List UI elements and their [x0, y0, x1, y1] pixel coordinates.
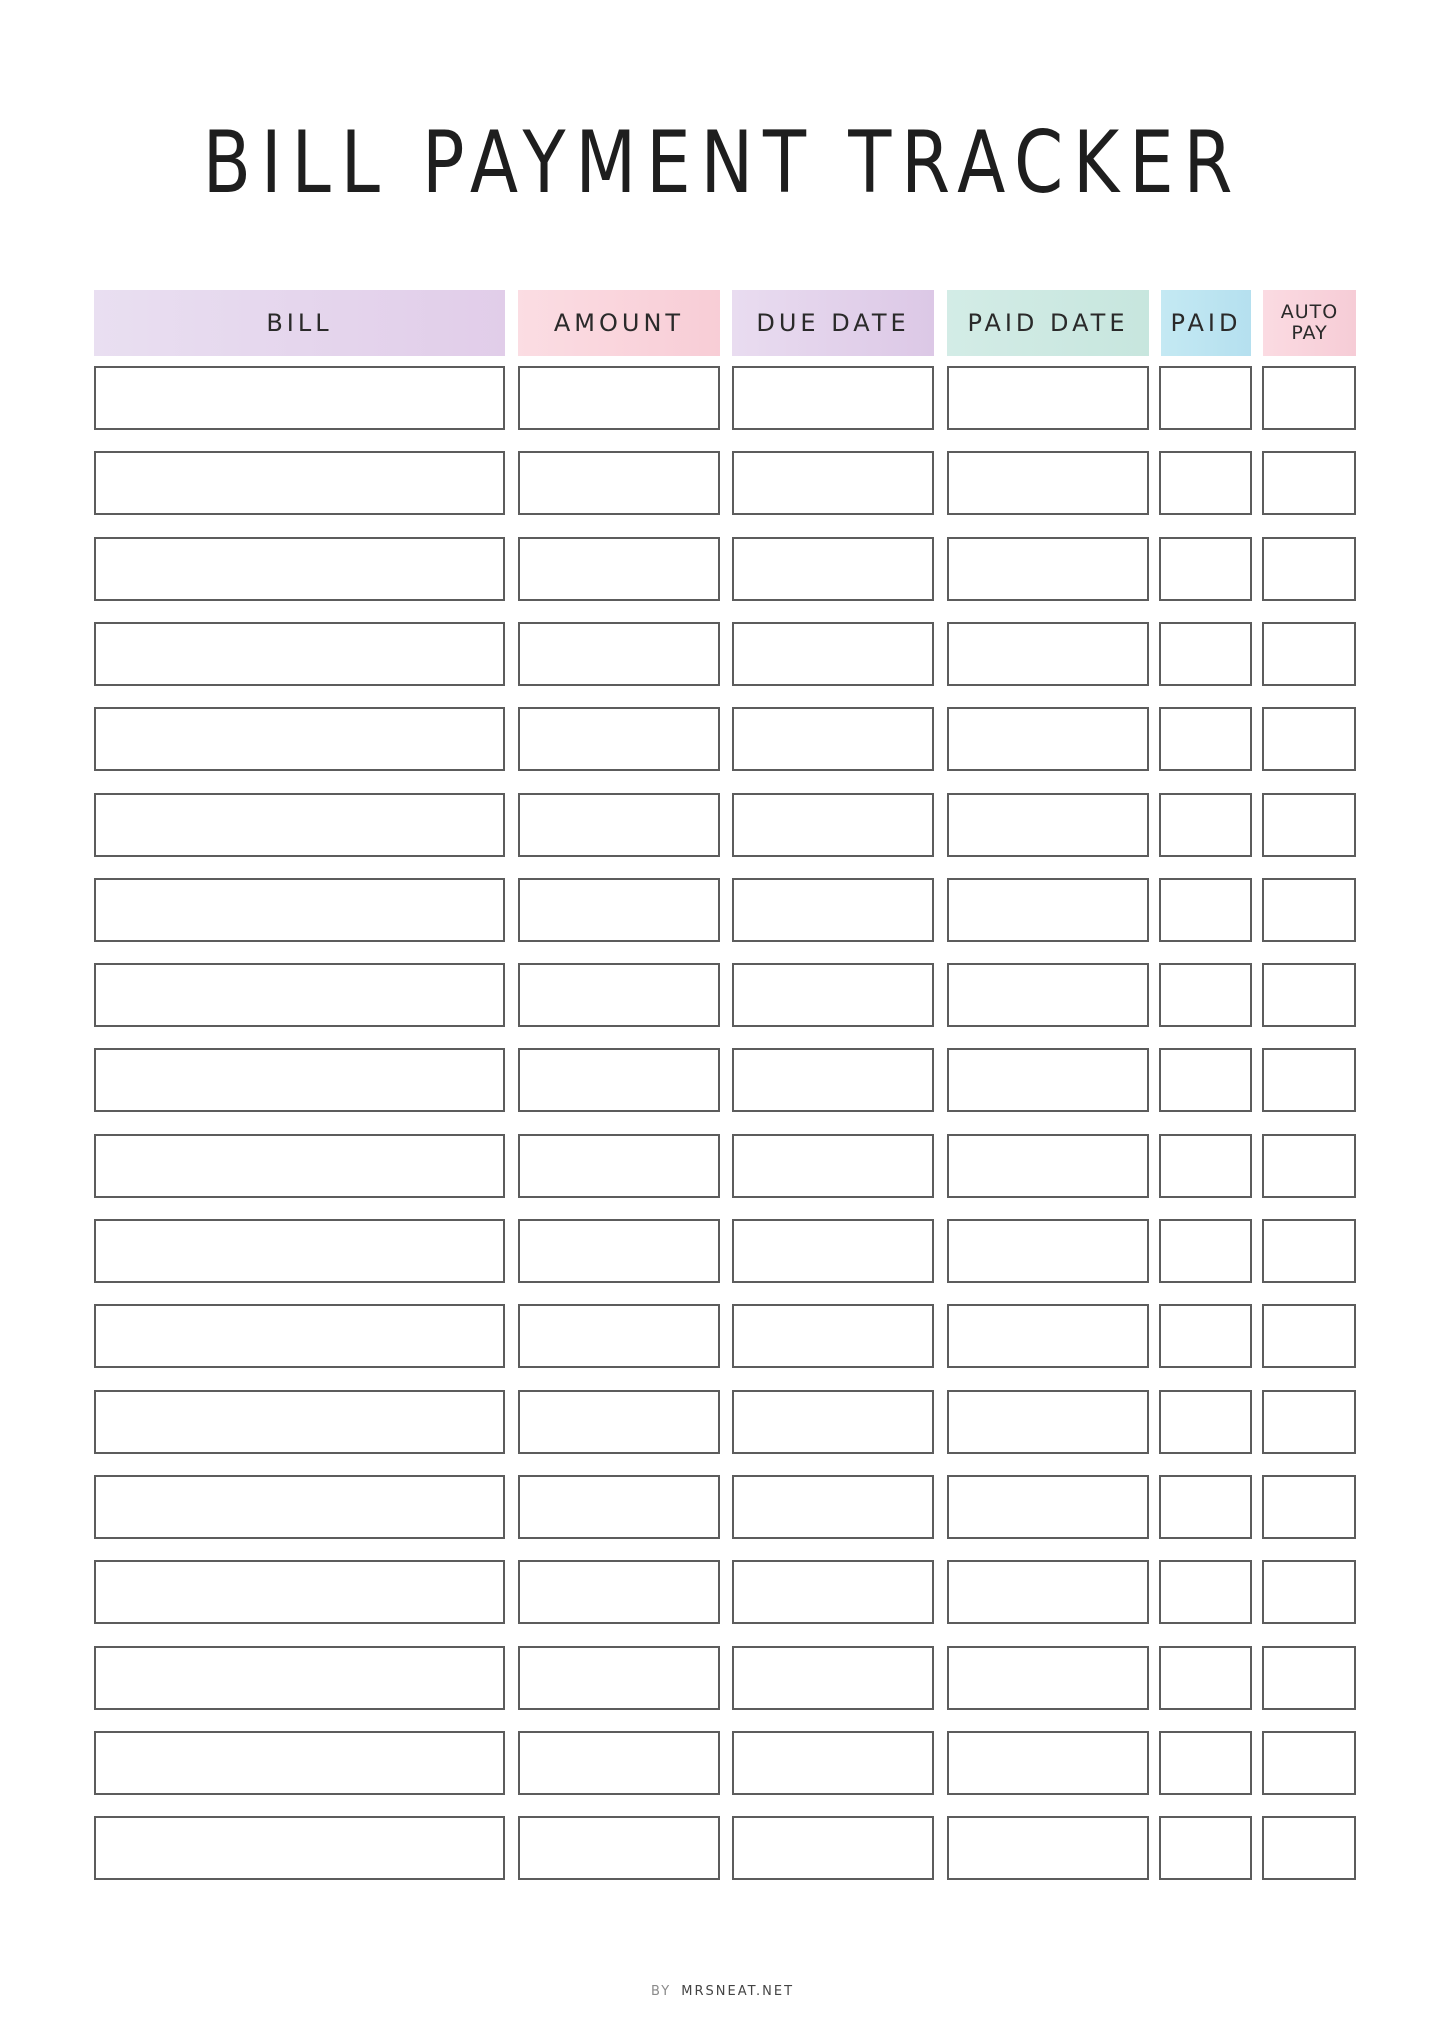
table-row [94, 963, 1356, 1027]
cell-auto-pay[interactable] [1262, 1646, 1356, 1710]
cell-due-date[interactable] [732, 1304, 934, 1368]
cell-auto-pay[interactable] [1262, 1134, 1356, 1198]
cell-auto-pay[interactable] [1262, 537, 1356, 601]
cell-amount[interactable] [518, 622, 720, 686]
cell-paid-date[interactable] [947, 1646, 1149, 1710]
table-row [94, 451, 1356, 515]
table-row [94, 1816, 1356, 1880]
cell-due-date[interactable] [732, 1134, 934, 1198]
cell-bill[interactable] [94, 793, 505, 857]
cell-bill[interactable] [94, 622, 505, 686]
cell-amount[interactable] [518, 793, 720, 857]
cell-amount[interactable] [518, 537, 720, 601]
header-bill-label: BILL [266, 309, 333, 337]
table-row [94, 1048, 1356, 1112]
table-row [94, 1219, 1356, 1283]
table-row [94, 1731, 1356, 1795]
cell-paid[interactable] [1159, 366, 1252, 430]
cell-due-date[interactable] [732, 707, 934, 771]
cell-bill[interactable] [94, 1560, 505, 1624]
cell-bill[interactable] [94, 1646, 505, 1710]
table-row [94, 707, 1356, 771]
table-row [94, 1304, 1356, 1368]
cell-paid-date[interactable] [947, 1048, 1149, 1112]
cell-amount[interactable] [518, 963, 720, 1027]
cell-due-date[interactable] [732, 1646, 934, 1710]
cell-paid[interactable] [1159, 1560, 1252, 1624]
cell-due-date[interactable] [732, 366, 934, 430]
cell-bill[interactable] [94, 1048, 505, 1112]
cell-paid-date[interactable] [947, 1390, 1149, 1454]
cell-auto-pay[interactable] [1262, 707, 1356, 771]
header-paid-date [947, 290, 1149, 356]
cell-paid-date[interactable] [947, 1134, 1149, 1198]
cell-paid[interactable] [1159, 622, 1252, 686]
cell-paid[interactable] [1159, 1731, 1252, 1795]
cell-paid-date[interactable] [947, 793, 1149, 857]
cell-amount[interactable] [518, 707, 720, 771]
header-paid [1161, 290, 1251, 356]
cell-auto-pay[interactable] [1262, 1304, 1356, 1368]
cell-paid[interactable] [1159, 1134, 1252, 1198]
table-row [94, 622, 1356, 686]
header-paid-label: PAID [1170, 309, 1242, 337]
cell-paid[interactable] [1159, 1048, 1252, 1112]
cell-paid-date[interactable] [947, 1560, 1149, 1624]
cell-paid[interactable] [1159, 1304, 1252, 1368]
cell-auto-pay[interactable] [1262, 366, 1356, 430]
header-amount-label: AMOUNT [553, 309, 685, 337]
cell-bill[interactable] [94, 963, 505, 1027]
table-header [94, 290, 1354, 356]
cell-bill[interactable] [94, 1390, 505, 1454]
cell-due-date[interactable] [732, 451, 934, 515]
cell-bill[interactable] [94, 1219, 505, 1283]
cell-due-date[interactable] [732, 1048, 934, 1112]
header-paid-date-label: PAID DATE [967, 309, 1129, 337]
table-row [94, 1475, 1356, 1539]
cell-bill[interactable] [94, 1475, 505, 1539]
cell-paid[interactable] [1159, 1390, 1252, 1454]
cell-paid[interactable] [1159, 963, 1252, 1027]
cell-paid[interactable] [1159, 451, 1252, 515]
cell-auto-pay[interactable] [1262, 1475, 1356, 1539]
cell-amount[interactable] [518, 1390, 720, 1454]
bill-tracker-table [94, 290, 1354, 356]
cell-paid-date[interactable] [947, 1219, 1149, 1283]
cell-amount[interactable] [518, 1134, 720, 1198]
cell-paid-date[interactable] [947, 366, 1149, 430]
table-row [94, 366, 1356, 430]
header-auto-pay [1263, 290, 1356, 356]
cell-paid[interactable] [1159, 537, 1252, 601]
cell-amount[interactable] [518, 1646, 720, 1710]
cell-amount[interactable] [518, 1219, 720, 1283]
cell-paid-date[interactable] [947, 1475, 1149, 1539]
cell-bill[interactable] [94, 1816, 505, 1880]
cell-due-date[interactable] [732, 1560, 934, 1624]
cell-paid[interactable] [1159, 1475, 1252, 1539]
footer-site: MRSNEAT.NET [681, 1984, 795, 1999]
cell-due-date[interactable] [732, 1816, 934, 1880]
table-row [94, 1646, 1356, 1710]
cell-bill[interactable] [94, 878, 505, 942]
cell-auto-pay[interactable] [1262, 1390, 1356, 1454]
page-title: BILL PAYMENT TRACKER [202, 113, 1243, 213]
cell-amount[interactable] [518, 878, 720, 942]
table-row [94, 1134, 1356, 1198]
cell-due-date[interactable] [732, 793, 934, 857]
header-due-date-label: DUE DATE [756, 309, 910, 337]
cell-auto-pay[interactable] [1262, 451, 1356, 515]
cell-paid[interactable] [1159, 1816, 1252, 1880]
cell-due-date[interactable] [732, 1475, 934, 1539]
cell-bill[interactable] [94, 707, 505, 771]
cell-amount[interactable] [518, 1816, 720, 1880]
cell-auto-pay[interactable] [1262, 1816, 1356, 1880]
cell-due-date[interactable] [732, 1390, 934, 1454]
cell-paid-date[interactable] [947, 707, 1149, 771]
cell-bill[interactable] [94, 1731, 505, 1795]
cell-due-date[interactable] [732, 622, 934, 686]
cell-auto-pay[interactable] [1262, 793, 1356, 857]
cell-paid-date[interactable] [947, 963, 1149, 1027]
cell-amount[interactable] [518, 1304, 720, 1368]
cell-due-date[interactable] [732, 537, 934, 601]
cell-paid-date[interactable] [947, 1731, 1149, 1795]
cell-amount[interactable] [518, 1560, 720, 1624]
cell-paid[interactable] [1159, 707, 1252, 771]
cell-bill[interactable] [94, 1304, 505, 1368]
cell-paid[interactable] [1159, 793, 1252, 857]
cell-bill[interactable] [94, 366, 505, 430]
cell-amount[interactable] [518, 1048, 720, 1112]
cell-amount[interactable] [518, 1475, 720, 1539]
footer-credit [0, 1984, 1445, 1999]
cell-due-date[interactable] [732, 1731, 934, 1795]
cell-amount[interactable] [518, 451, 720, 515]
table-row [94, 537, 1356, 601]
cell-bill[interactable] [94, 1134, 505, 1198]
header-amount [518, 290, 720, 356]
cell-bill[interactable] [94, 451, 505, 515]
cell-paid[interactable] [1159, 1219, 1252, 1283]
cell-paid-date[interactable] [947, 537, 1149, 601]
table-row [94, 1390, 1356, 1454]
cell-auto-pay[interactable] [1262, 1048, 1356, 1112]
cell-paid-date[interactable] [947, 622, 1149, 686]
cell-paid-date[interactable] [947, 1304, 1149, 1368]
table-row [94, 878, 1356, 942]
cell-auto-pay[interactable] [1262, 1219, 1356, 1283]
cell-auto-pay[interactable] [1262, 1731, 1356, 1795]
cell-paid-date[interactable] [947, 451, 1149, 515]
header-bill [94, 290, 505, 356]
cell-auto-pay[interactable] [1262, 1560, 1356, 1624]
header-due-date [732, 290, 934, 356]
cell-amount[interactable] [518, 1731, 720, 1795]
cell-due-date[interactable] [732, 963, 934, 1027]
cell-paid[interactable] [1159, 1646, 1252, 1710]
header-auto-pay-label: AUTO PAY [1280, 301, 1339, 344]
table-row [94, 793, 1356, 857]
cell-auto-pay[interactable] [1262, 622, 1356, 686]
cell-paid-date[interactable] [947, 878, 1149, 942]
cell-paid-date[interactable] [947, 1816, 1149, 1880]
cell-due-date[interactable] [732, 878, 934, 942]
cell-auto-pay[interactable] [1262, 878, 1356, 942]
cell-due-date[interactable] [732, 1219, 934, 1283]
cell-auto-pay[interactable] [1262, 963, 1356, 1027]
cell-bill[interactable] [94, 537, 505, 601]
cell-amount[interactable] [518, 366, 720, 430]
cell-paid[interactable] [1159, 878, 1252, 942]
table-row [94, 1560, 1356, 1624]
footer-by: BY [650, 1984, 672, 1999]
